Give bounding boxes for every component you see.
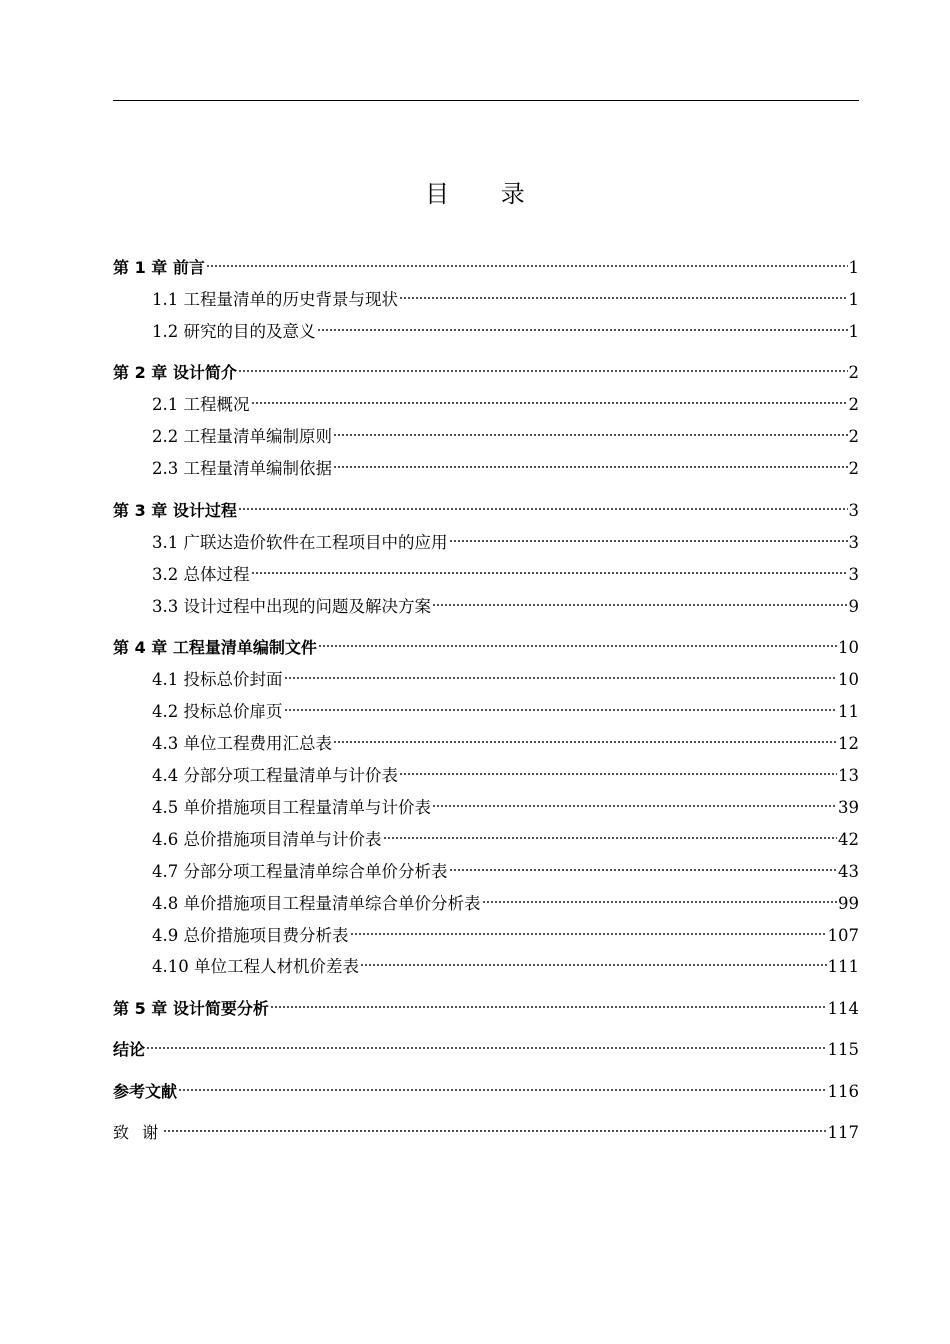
toc-page-number: 39 (838, 798, 859, 817)
toc-entry-text: 2.3 工程量清单编制依据 (152, 459, 332, 478)
toc-entry-section-4-4[interactable] (152, 755, 859, 785)
dot-leader (333, 448, 848, 474)
toc-entry-chapter-5[interactable] (113, 988, 859, 1018)
toc-entry-text: 3.3 设计过程中出现的问题及解决方案 (152, 597, 431, 616)
toc-entry-text: 参考文献 (113, 1082, 178, 1101)
toc-entry-section-4-10[interactable] (152, 946, 859, 976)
toc-page-number: 1 (848, 322, 859, 341)
toc-entry-text: 3.2 总体过程 (152, 565, 250, 584)
dot-leader (350, 915, 827, 941)
toc-page-number: 42 (838, 830, 859, 849)
dot-leader (432, 586, 848, 612)
dot-leader (482, 883, 838, 909)
toc-page-number: 111 (827, 957, 859, 976)
toc-entry-text: 第 2 章 设计简介 (113, 363, 237, 382)
toc-page-number: 1 (848, 258, 859, 277)
toc-entry-text: 4.8 单价措施项目工程量清单综合单价分析表 (152, 894, 481, 913)
dot-leader (270, 988, 827, 1014)
toc-page-number: 43 (838, 862, 859, 881)
toc-entry-text: 2.1 工程概况 (152, 395, 250, 414)
toc-entry-text: 第 3 章 设计过程 (113, 501, 237, 520)
toc-page-number: 1 (848, 290, 859, 309)
dot-leader (360, 946, 827, 972)
toc-entry-section-4-5[interactable] (152, 787, 859, 817)
toc-page-number: 11 (838, 702, 859, 721)
toc-entry-references[interactable] (113, 1071, 859, 1101)
toc-entry-text: 第 4 章 工程量清单编制文件 (113, 638, 317, 657)
dot-leader (333, 723, 837, 749)
dot-leader (333, 416, 848, 442)
toc-entry-chapter-1[interactable] (113, 247, 859, 277)
toc-entry-conclusion[interactable] (113, 1029, 859, 1059)
toc-page-number: 2 (848, 427, 859, 446)
toc-entry-section-3-2[interactable] (152, 554, 859, 584)
dot-leader (163, 1112, 826, 1138)
toc-page-number: 9 (848, 597, 859, 616)
toc-entry-text: 4.5 单价措施项目工程量清单与计价表 (152, 798, 431, 817)
toc-entry-text: 4.9 总价措施项目费分析表 (152, 926, 349, 945)
toc-entry-section-2-1[interactable] (152, 384, 859, 414)
toc-entry-chapter-2[interactable] (113, 352, 859, 382)
toc-page-number: 114 (827, 999, 859, 1018)
toc-page-number: 12 (838, 734, 859, 753)
toc-entry-text: 第 1 章 前言 (113, 258, 205, 277)
toc-entry-chapter-4[interactable] (113, 627, 859, 657)
toc-entry-section-3-3[interactable] (152, 586, 859, 616)
dot-leader (432, 787, 837, 813)
toc-page-number: 3 (848, 565, 859, 584)
toc-entry-section-4-2[interactable] (152, 691, 859, 721)
dot-leader (284, 691, 838, 717)
toc-page-number: 13 (838, 766, 859, 785)
toc-page-number: 2 (848, 363, 859, 382)
toc-entry-section-4-7[interactable] (152, 851, 859, 881)
toc-entry-section-4-3[interactable] (152, 723, 859, 753)
dot-leader (399, 755, 837, 781)
toc-entry-text: 2.2 工程量清单编制原则 (152, 427, 332, 446)
header-rule (113, 100, 859, 101)
toc-entry-text: 4.7 分部分项工程量清单综合单价分析表 (152, 862, 448, 881)
toc-entry-section-2-2[interactable] (152, 416, 859, 446)
dot-leader (383, 819, 838, 845)
toc-entry-section-3-1[interactable] (152, 522, 859, 552)
dot-leader (399, 279, 848, 305)
dot-leader (238, 352, 848, 378)
toc-entry-text: 第 5 章 设计简要分析 (113, 999, 269, 1018)
toc-entry-text: 4.1 投标总价封面 (152, 670, 283, 689)
toc-entry-section-1-2[interactable] (152, 311, 859, 341)
dot-leader (146, 1029, 826, 1055)
toc-entry-section-1-1[interactable] (152, 279, 859, 309)
toc-page-number: 3 (848, 501, 859, 520)
toc-entry-section-2-3[interactable] (152, 448, 859, 478)
toc-page-number: 99 (838, 894, 859, 913)
toc-page-number: 116 (827, 1082, 859, 1101)
dot-leader (178, 1071, 826, 1097)
toc-entry-text: 3.1 广联达造价软件在工程项目中的应用 (152, 533, 448, 552)
toc-entry-chapter-3[interactable] (113, 490, 859, 520)
toc-entry-acknowledgements[interactable] (113, 1112, 859, 1142)
toc-page-number: 117 (827, 1123, 859, 1142)
dot-leader (317, 311, 848, 337)
dot-leader (449, 522, 848, 548)
toc-entry-section-4-6[interactable] (152, 819, 859, 849)
toc-entry-section-4-8[interactable] (152, 883, 859, 913)
toc-entry-text: 4.2 投标总价扉页 (152, 702, 283, 721)
dot-leader (206, 247, 848, 273)
toc-title: 目 录 (425, 180, 547, 208)
toc-page-number: 10 (838, 638, 859, 657)
toc-entry-text: 4.4 分部分项工程量清单与计价表 (152, 766, 398, 785)
dot-leader (251, 554, 848, 580)
dot-leader (251, 384, 848, 410)
toc-page-number: 2 (848, 459, 859, 478)
dot-leader (238, 490, 848, 516)
dot-leader (284, 659, 838, 685)
toc-page-number: 10 (838, 670, 859, 689)
toc-entry-text: 4.10 单位工程人材机价差表 (152, 957, 359, 976)
toc-page-number: 115 (827, 1040, 859, 1059)
toc-page-number: 2 (848, 395, 859, 414)
dot-leader (318, 627, 837, 653)
toc-entry-text: 4.3 单位工程费用汇总表 (152, 734, 332, 753)
toc-entry-text: 致 谢 (113, 1123, 163, 1142)
dot-leader (449, 851, 838, 877)
toc-entry-text: 1.2 研究的目的及意义 (152, 322, 316, 341)
toc-entry-text: 4.6 总价措施项目清单与计价表 (152, 830, 382, 849)
toc-entry-section-4-1[interactable] (152, 659, 859, 689)
toc-page-number: 107 (827, 926, 859, 945)
toc-page-number: 3 (848, 533, 859, 552)
toc-entry-text: 1.1 工程量清单的历史背景与现状 (152, 290, 398, 309)
toc-entry-text: 结论 (113, 1040, 146, 1059)
toc-entry-section-4-9[interactable] (152, 915, 859, 945)
